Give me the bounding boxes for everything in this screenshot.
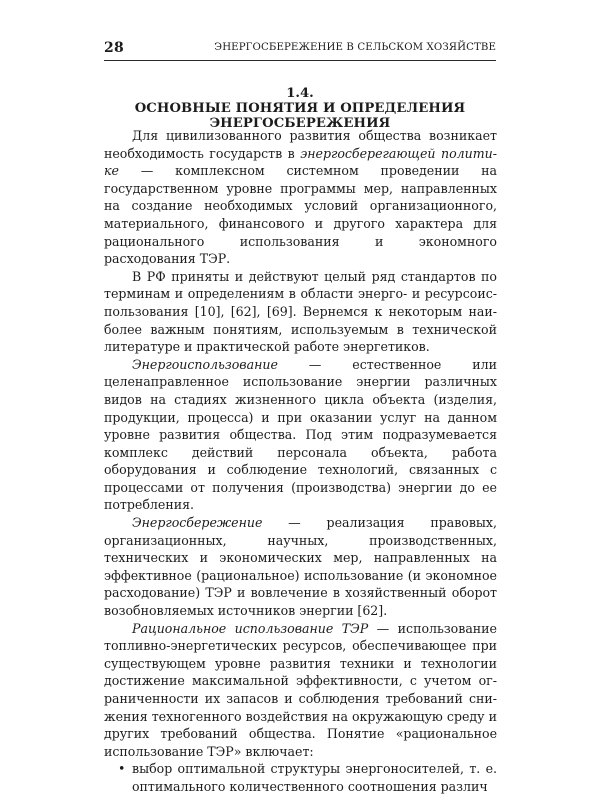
term-energy-saving-policy: энергосберегающей политике [104, 145, 497, 179]
section-title-line-2: ЭНЕРГОСБЕРЕЖЕНИЯ [209, 116, 391, 131]
body-text [104, 127, 497, 796]
section-heading [104, 86, 496, 131]
section-number: 1.4. [286, 86, 314, 101]
paragraph-text: — использование топливно-энергетических ресурсов, обеспечивающее при существующем уровне развития техники и технологии достижение максимальной эффективности, с учетом ограниченности их запасов и соблюдения требований снижения техногенного воздействия на окружающую среду и других требований общества. Понятие «рациональное использование ТЭР» включает: [104, 620, 497, 759]
paragraph-energy-saving [104, 514, 497, 620]
paragraph-text: — реализация правовых, организационных, научных, производственных, технических и экономических мер, направленных на эффективное (рациональное) использование (и экономное расходование) ТЭР и вовлечение в хозяйственный оборот возобновляемых источников энергии [62]. [104, 515, 497, 619]
paragraph-text: Для цивилизованного развития общества возникает необходимость государств в [104, 128, 497, 161]
paragraph-rational-use [104, 620, 497, 761]
paragraph-energy-policy [104, 127, 497, 268]
running-title: ЭНЕРГОСБЕРЕЖЕНИЕ В СЕЛЬСКОМ ХОЗЯЙСТВЕ [214, 42, 496, 53]
term-energy-use: Энергоиспользование [132, 356, 278, 372]
term-energy-saving: Энергосбережение [132, 515, 263, 531]
bullet-list-item [104, 760, 497, 795]
paragraph-standards: В РФ приняты и действуют целый ряд стандартов по терминам и определениям в области энерго- и ресурсоиспользования [10], [62], [69]. Вернемся к некоторым наиболее важным понятиям, используемым в технической литературе и практической работе энергетиков. [104, 268, 497, 355]
section-title-line-1: ОСНОВНЫЕ ПОНЯТИЯ И ОПРЕДЕЛЕНИЯ [134, 101, 466, 116]
page-header [104, 40, 496, 61]
bullet-text: выбор оптимальной структуры энергоносителей, т. е. оптимального количественного соотношения различ [132, 761, 497, 794]
page-number: 28 [104, 40, 125, 56]
paragraph-energy-use [104, 356, 497, 514]
term-rational-use: Рациональное использование ТЭР [132, 620, 369, 636]
bullet-icon: • [118, 761, 126, 777]
paragraph-text: — естественное или целенаправленное использование энергии различных видов на стадиях жизненного цикла объекта (изделия, продукции, процесса) и при оказании услуг на данном уровне развития общества. Под этим подразумевается комплекс действий персонала объекта, работа оборудования и соблюдение технологий, связанных с процессами от получения (производства) энергии до ее потребления. [104, 356, 497, 513]
paragraph-text: — комплексном системном проведении на государственном уровне программы мер, направленных на создание необходимых условий организационного, материального, финансового и другого характера для рационального использования и экономного расходования ТЭР. [104, 163, 497, 267]
